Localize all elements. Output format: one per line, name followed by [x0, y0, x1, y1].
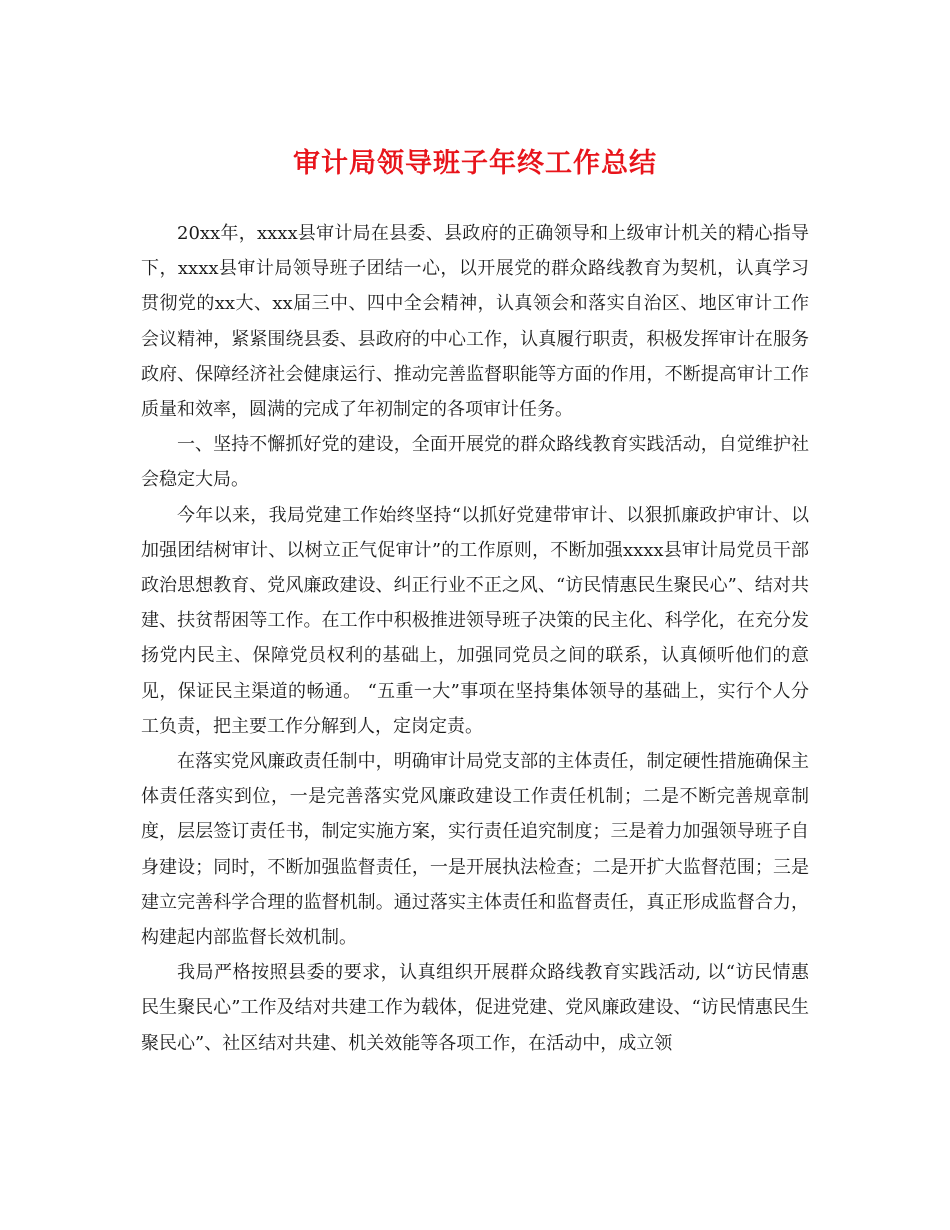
- paragraph-integrity-responsibility: 在落实党风廉政责任制中，明确审计局党支部的主体责任，制定硬性措施确保主体责任落实到位，一是完善落实党风廉政建设工作责任机制；二是不断完善规章制度，层层签订责任书，制定实施方案，实行责任追究制度；三是着力加强领导班子自身建设；同时，不断加强监督责任，一是开展执法检查；二是开扩大监督范围；三是建立完善科学合理的监督机制。通过落实主体责任和监督责任，真正形成监督合力，构建起内部监督长效机制。: [141, 751, 809, 949]
- paragraph-intro: 20xx年，xxxx县审计局在县委、县政府的正确领导和上级审计机关的精心指导下，xxxx县审计局领导班子团结一心，以开展党的群众路线教育为契机，认真学习贯彻党的xx大、xx届三中、四中全会精神，认真领会和落实自治区、地区审计工作会议精神，紧紧围绕县委、县政府的中心工作，认真履行职责，积极发挥审计在服务政府、保障经济社会健康运行、推动完善监督职能等方面的作用，不断提高审计工作质量和效率，圆满的完成了年初制定的各项审计任务。: [141, 223, 809, 421]
- document-title: 审计局领导班子年终工作总结: [293, 148, 657, 179]
- document-body: [141, 216, 809, 1061]
- paragraph-mass-line-education: 我局严格按照县委的要求，认真组织开展群众路线教育实践活动, 以“访民情惠民生聚民心”工作及结对共建工作为载体，促进党建、党风廉政建设、“访民情惠民生聚民心”、社区结对共建、机关效能等各项工作，在活动中，成立领: [141, 962, 809, 1054]
- paragraph-party-building: 今年以来，我局党建工作始终坚持“以抓好党建带审计、以狠抓廉政护审计、以加强团结树审计、以树立正气促审计”的工作原则，不断加强xxxx县审计局党员干部政治思想教育、党风廉政建设、纠正行业不正之风、“访民情惠民生聚民心”、结对共建、扶贫帮困等工作。在工作中积极推进领导班子决策的民主化、科学化，在充分发扬党内民主、保障党员权利的基础上，加强同党员之间的联系，认真倾听他们的意见，保证民主渠道的畅通。 “五重一大”事项在坚持集体领导的基础上，实行个人分工负责，把主要工作分解到人，定岗定责。: [141, 504, 809, 737]
- paragraph-section-heading-1: 一、坚持不懈抓好党的建设，全面开展党的群众路线教育实践活动，自觉维护社会稳定大局。: [141, 434, 809, 491]
